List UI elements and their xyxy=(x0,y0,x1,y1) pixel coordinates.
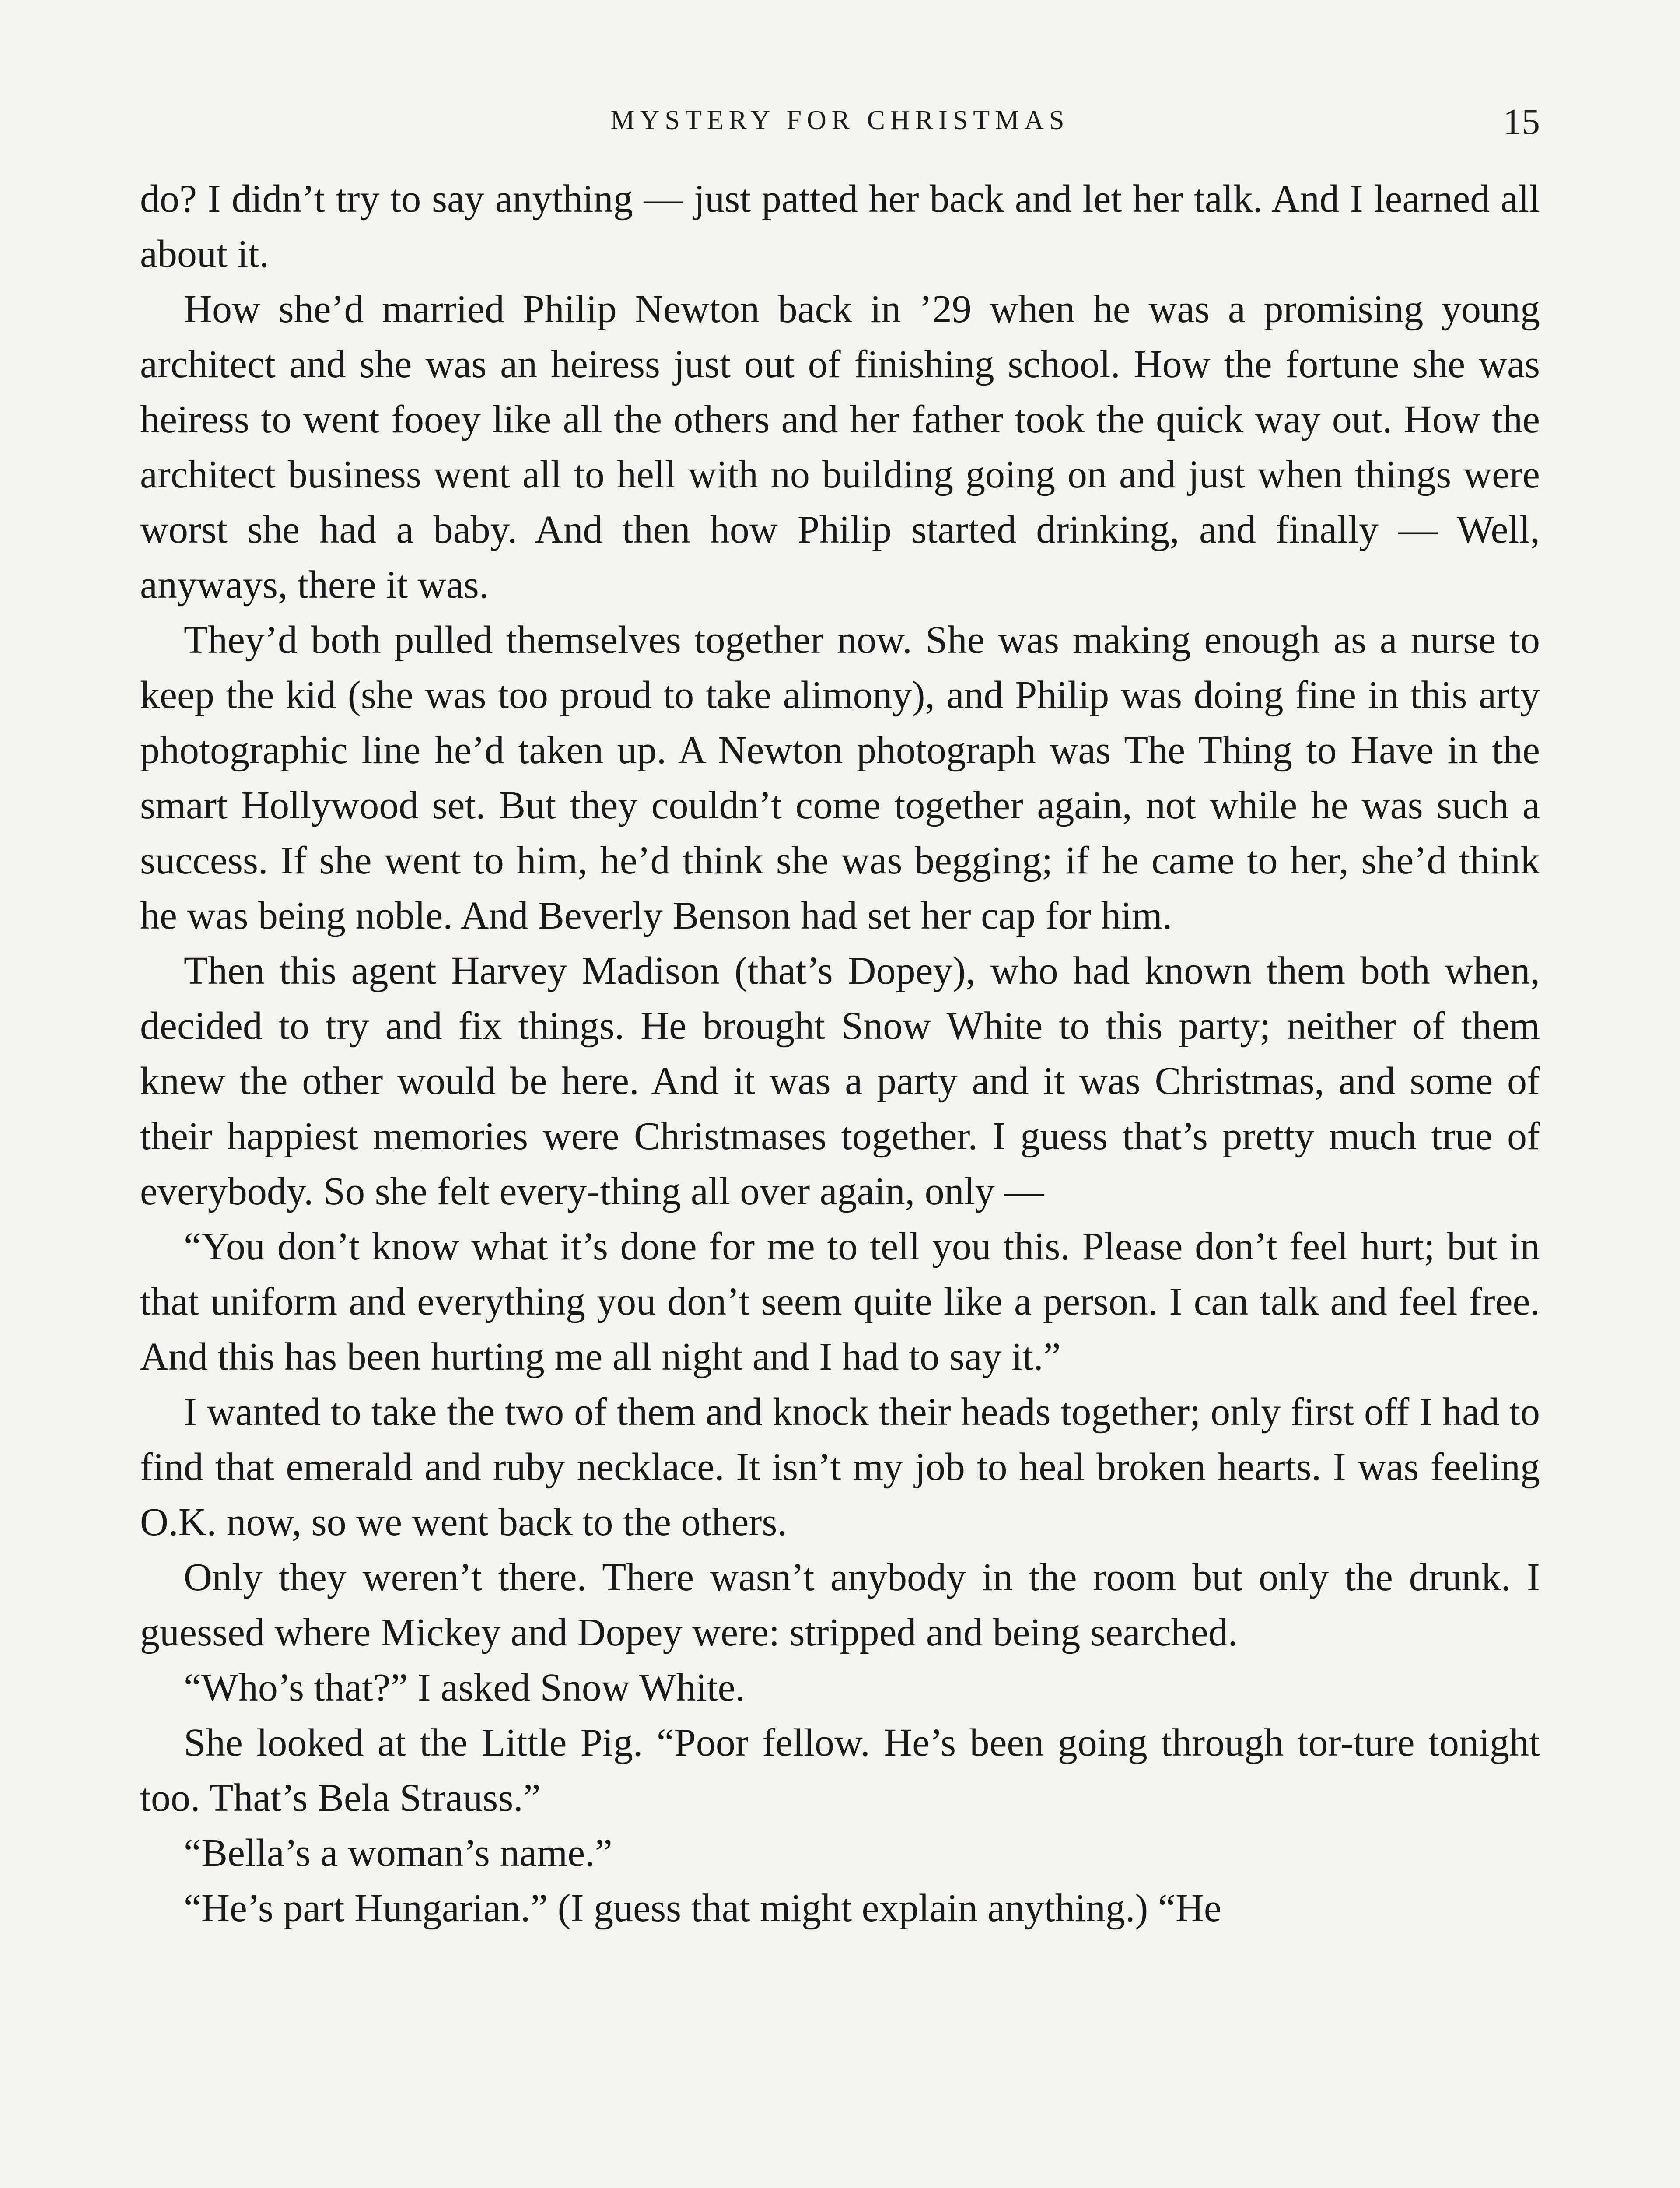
paragraph: “Bella’s a woman’s name.” xyxy=(184,1831,612,1875)
paragraph: Only they weren’t there. There wasn’t anybody in the room but only the drunk. I guessed where Mickey and Dopey were: stripped and being searched. xyxy=(140,1556,1540,1654)
page-number: 15 xyxy=(1503,102,1540,142)
paragraph: I wanted to take the two of them and knock their heads together; only first off I had to find that emerald and ruby necklace. It isn’t my job to heal broken hearts. I was feeling O.K. now, so we went back to the others. xyxy=(140,1390,1540,1544)
body-text xyxy=(140,172,1540,1936)
paragraph: She looked at the Little Pig. “Poor fellow. He’s been going through tor-ture tonight too. That’s Bela Strauss.” xyxy=(140,1721,1540,1820)
paragraph-continued: do? I didn’t try to say anything — just patted her back and let her talk. And I learned all about it. xyxy=(140,177,1540,276)
paragraph: How she’d married Philip Newton back in ’29 when he was a promising young architect and she was an heiress just out of finishing school. How the fortune she was heiress to went fooey like all the others and her father took the quick way out. How the architect business went all to hell with no building going on and just when things were worst she had a baby. And then how Philip started drinking, and finally — Well, anyways, there it was. xyxy=(140,288,1540,607)
paragraph: “You don’t know what it’s done for me to tell you this. Please don’t feel hurt; but in that uniform and everything you don’t seem quite like a person. I can talk and feel free. And this has been hurting me all night and I had to say it.” xyxy=(140,1225,1540,1378)
paragraph: “He’s part Hungarian.” (I guess that might explain anything.) “He xyxy=(184,1886,1222,1930)
paragraph: They’d both pulled themselves together now. She was making enough as a nurse to keep the kid (she was too proud to take alimony), and Philip was doing fine in this arty photographic line he’d taken up. A Newton photograph was The Thing to Have in the smart Hollywood set. But they couldn’t come together again, not while he was such a success. If she went to him, he’d think she was begging; if he came to her, she’d think he was being noble. And Beverly Benson had set her cap for him. xyxy=(140,618,1540,937)
running-header xyxy=(140,101,1540,149)
paragraph: Then this agent Harvey Madison (that’s Dopey), who had known them both when, decided to try and fix things. He brought Snow White to this party; neither of them knew the other would be here. And it was a party and it was Christmas, and some of their happiest memories were Christmases together. I guess that’s pretty much true of everybody. So she felt every-thing all over again, only — xyxy=(140,949,1540,1213)
running-title: MYSTERY FOR CHRISTMAS xyxy=(610,105,1070,135)
paragraph: “Who’s that?” I asked Snow White. xyxy=(184,1666,745,1709)
